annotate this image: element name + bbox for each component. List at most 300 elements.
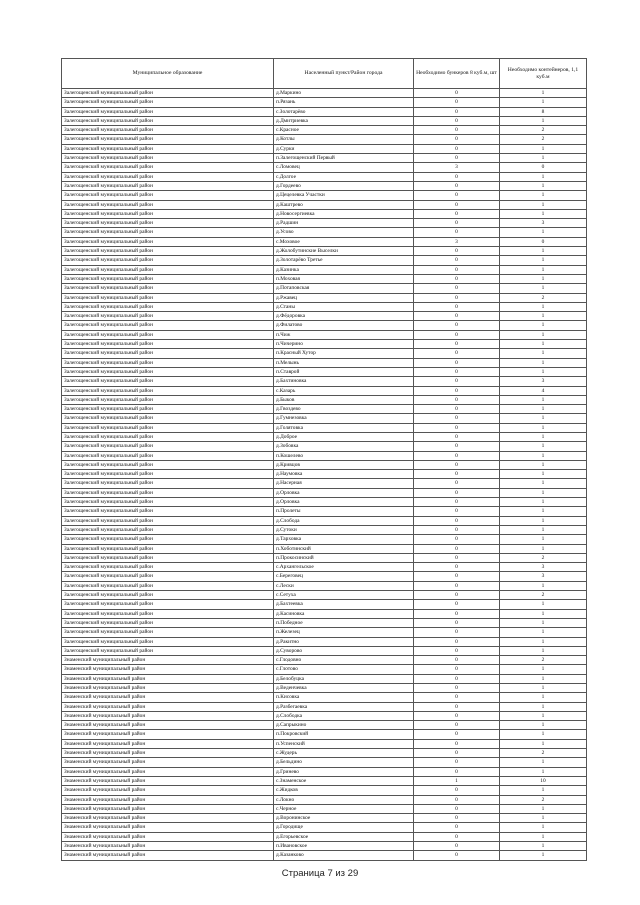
cell-municipality: Залегощенский муниципальный район xyxy=(62,488,274,497)
cell-settlement: д.Егорьевское xyxy=(274,832,414,841)
cell-containers: 1 xyxy=(500,302,587,311)
cell-containers: 1 xyxy=(500,349,587,358)
cell-containers: 8 xyxy=(500,107,587,116)
cell-containers: 1 xyxy=(500,414,587,423)
table-row xyxy=(62,646,587,655)
table-row xyxy=(62,191,587,200)
cell-containers: 1 xyxy=(500,516,587,525)
cell-containers: 1 xyxy=(500,405,587,414)
cell-settlement: д.Гвоздево xyxy=(274,405,414,414)
cell-municipality: Залегощенский муниципальный район xyxy=(62,219,274,228)
cell-municipality: Залегощенский муниципальный район xyxy=(62,163,274,172)
cell-bunkers: 0 xyxy=(414,432,500,441)
table-row xyxy=(62,442,587,451)
cell-settlement: с.Глодовно xyxy=(274,656,414,665)
cell-bunkers: 0 xyxy=(414,191,500,200)
cell-municipality: Залегощенский муниципальный район xyxy=(62,432,274,441)
cell-bunkers: 1 xyxy=(414,776,500,785)
table-row xyxy=(62,321,587,330)
cell-containers: 2 xyxy=(500,795,587,804)
cell-containers: 1 xyxy=(500,832,587,841)
cell-municipality: Залегощенский муниципальный район xyxy=(62,600,274,609)
cell-bunkers: 0 xyxy=(414,395,500,404)
table-row xyxy=(62,851,587,860)
cell-municipality: Залегощенский муниципальный район xyxy=(62,358,274,367)
cell-municipality: Знаменский муниципальный район xyxy=(62,711,274,720)
cell-municipality: Знаменский муниципальный район xyxy=(62,656,274,665)
cell-municipality: Залегощенский муниципальный район xyxy=(62,451,274,460)
cell-municipality: Залегощенский муниципальный район xyxy=(62,498,274,507)
cell-municipality: Залегощенский муниципальный район xyxy=(62,423,274,432)
cell-containers: 0 xyxy=(500,163,587,172)
cell-bunkers: 0 xyxy=(414,795,500,804)
cell-municipality: Залегощенский муниципальный район xyxy=(62,321,274,330)
header-row xyxy=(62,59,587,89)
cell-bunkers: 0 xyxy=(414,609,500,618)
cell-settlement: с.Черное xyxy=(274,804,414,813)
cell-bunkers: 0 xyxy=(414,89,500,98)
cell-settlement: п.Чиж xyxy=(274,330,414,339)
table-row xyxy=(62,200,587,209)
cell-bunkers: 0 xyxy=(414,107,500,116)
cell-municipality: Залегощенский муниципальный район xyxy=(62,591,274,600)
cell-containers: 2 xyxy=(500,656,587,665)
table-row xyxy=(62,302,587,311)
cell-bunkers: 0 xyxy=(414,284,500,293)
cell-bunkers: 0 xyxy=(414,786,500,795)
cell-settlement: д.Ржавец xyxy=(274,293,414,302)
cell-containers: 1 xyxy=(500,89,587,98)
cell-settlement: п.Хоботинский xyxy=(274,544,414,553)
table-row xyxy=(62,684,587,693)
cell-settlement: д.Разбегаевка xyxy=(274,702,414,711)
table-row xyxy=(62,470,587,479)
cell-settlement: п.Ивановское xyxy=(274,842,414,851)
cell-settlement: д.Зобовка xyxy=(274,442,414,451)
cell-bunkers: 0 xyxy=(414,228,500,237)
cell-containers: 1 xyxy=(500,711,587,720)
table-row xyxy=(62,563,587,572)
table-row xyxy=(62,553,587,562)
cell-containers: 1 xyxy=(500,228,587,237)
cell-containers: 1 xyxy=(500,321,587,330)
cell-settlement: с.Глотово xyxy=(274,665,414,674)
cell-containers: 1 xyxy=(500,144,587,153)
cell-municipality: Залегощенский муниципальный район xyxy=(62,386,274,395)
cell-containers: 1 xyxy=(500,432,587,441)
table-row xyxy=(62,665,587,674)
cell-settlement: п.Чичерино xyxy=(274,340,414,349)
cell-settlement: с.Золотарёво xyxy=(274,107,414,116)
cell-containers: 1 xyxy=(500,581,587,590)
cell-bunkers: 0 xyxy=(414,739,500,748)
cell-containers: 1 xyxy=(500,823,587,832)
cell-containers: 2 xyxy=(500,135,587,144)
table-row xyxy=(62,377,587,386)
cell-containers: 3 xyxy=(500,377,587,386)
cell-municipality: Знаменский муниципальный район xyxy=(62,804,274,813)
cell-municipality: Залегощенский муниципальный район xyxy=(62,395,274,404)
cell-bunkers: 0 xyxy=(414,814,500,823)
table-row xyxy=(62,739,587,748)
cell-bunkers: 0 xyxy=(414,674,500,683)
table-row xyxy=(62,842,587,851)
cell-containers: 1 xyxy=(500,284,587,293)
table-row xyxy=(62,256,587,265)
table-row xyxy=(62,181,587,190)
cell-containers: 1 xyxy=(500,730,587,739)
cell-bunkers: 0 xyxy=(414,144,500,153)
cell-bunkers: 0 xyxy=(414,265,500,274)
cell-bunkers: 0 xyxy=(414,572,500,581)
table-row xyxy=(62,367,587,376)
cell-municipality: Залегощенский муниципальный район xyxy=(62,200,274,209)
cell-containers: 1 xyxy=(500,274,587,283)
cell-municipality: Залегощенский муниципальный район xyxy=(62,126,274,135)
cell-containers: 1 xyxy=(500,739,587,748)
table-row xyxy=(62,656,587,665)
table-row xyxy=(62,284,587,293)
table-row xyxy=(62,498,587,507)
cell-municipality: Залегощенский муниципальный район xyxy=(62,563,274,572)
table-row xyxy=(62,163,587,172)
cell-containers: 1 xyxy=(500,637,587,646)
table-row xyxy=(62,405,587,414)
cell-municipality: Залегощенский муниципальный район xyxy=(62,525,274,534)
cell-municipality: Знаменский муниципальный район xyxy=(62,749,274,758)
cell-bunkers: 0 xyxy=(414,293,500,302)
cell-containers: 1 xyxy=(500,488,587,497)
table-row xyxy=(62,126,587,135)
cell-municipality: Залегощенский муниципальный район xyxy=(62,228,274,237)
cell-bunkers: 0 xyxy=(414,767,500,776)
cell-containers: 1 xyxy=(500,200,587,209)
cell-bunkers: 0 xyxy=(414,442,500,451)
cell-containers: 1 xyxy=(500,535,587,544)
cell-municipality: Залегощенский муниципальный район xyxy=(62,191,274,200)
cell-settlement: д.Цецелевка Участки xyxy=(274,191,414,200)
cell-settlement: п.Прокосинский xyxy=(274,553,414,562)
cell-bunkers: 0 xyxy=(414,618,500,627)
table-row xyxy=(62,572,587,581)
cell-municipality: Залегощенский муниципальный район xyxy=(62,460,274,469)
cell-settlement: п.Успенский xyxy=(274,739,414,748)
cell-settlement: д.Слобода xyxy=(274,516,414,525)
cell-containers: 1 xyxy=(500,758,587,767)
cell-containers: 1 xyxy=(500,674,587,683)
cell-municipality: Залегощенский муниципальный район xyxy=(62,330,274,339)
cell-settlement: д.Золотарёво Третье xyxy=(274,256,414,265)
cell-settlement: п.Победное xyxy=(274,618,414,627)
cell-municipality: Залегощенский муниципальный район xyxy=(62,535,274,544)
cell-settlement: д.Насерная xyxy=(274,479,414,488)
cell-settlement: с.Сетуха xyxy=(274,591,414,600)
cell-containers: 1 xyxy=(500,544,587,553)
cell-settlement: д.Сурки xyxy=(274,144,414,153)
cell-settlement: п.Кисовка xyxy=(274,693,414,702)
cell-municipality: Залегощенский муниципальный район xyxy=(62,209,274,218)
cell-settlement: д.Орловка xyxy=(274,488,414,497)
cell-settlement: д.Наумовка xyxy=(274,470,414,479)
cell-settlement: д.Котлы xyxy=(274,135,414,144)
table-row xyxy=(62,330,587,339)
cell-municipality: Залегощенский муниципальный район xyxy=(62,293,274,302)
cell-municipality: Знаменский муниципальный район xyxy=(62,702,274,711)
cell-containers: 1 xyxy=(500,470,587,479)
table-body xyxy=(62,89,587,861)
cell-settlement: д.Быков xyxy=(274,395,414,404)
cell-municipality: Залегощенский муниципальный район xyxy=(62,89,274,98)
cell-settlement: д.Казанково xyxy=(274,851,414,860)
cell-municipality: Залегощенский муниципальный район xyxy=(62,442,274,451)
cell-settlement: п.Железец xyxy=(274,628,414,637)
cell-containers: 3 xyxy=(500,219,587,228)
cell-municipality: Знаменский муниципальный район xyxy=(62,823,274,832)
cell-municipality: Знаменский муниципальный район xyxy=(62,758,274,767)
cell-municipality: Залегощенский муниципальный район xyxy=(62,265,274,274)
table-row xyxy=(62,451,587,460)
cell-bunkers: 0 xyxy=(414,525,500,534)
cell-bunkers: 0 xyxy=(414,302,500,311)
cell-bunkers: 0 xyxy=(414,553,500,562)
cell-containers: 1 xyxy=(500,804,587,813)
cell-municipality: Залегощенский муниципальный район xyxy=(62,284,274,293)
cell-municipality: Залегощенский муниципальный район xyxy=(62,544,274,553)
table-row xyxy=(62,172,587,181)
cell-containers: 1 xyxy=(500,684,587,693)
cell-settlement: д.Каштрево xyxy=(274,200,414,209)
cell-municipality: Залегощенский муниципальный район xyxy=(62,377,274,386)
table-row xyxy=(62,730,587,739)
cell-settlement: д.Тарховка xyxy=(274,535,414,544)
cell-bunkers: 3 xyxy=(414,163,500,172)
cell-bunkers: 0 xyxy=(414,563,500,572)
cell-containers: 1 xyxy=(500,172,587,181)
cell-bunkers: 0 xyxy=(414,591,500,600)
cell-municipality: Знаменский муниципальный район xyxy=(62,786,274,795)
table-row xyxy=(62,628,587,637)
cell-bunkers: 0 xyxy=(414,851,500,860)
cell-municipality: Залегощенский муниципальный район xyxy=(62,144,274,153)
cell-settlement: д.Веденчевка xyxy=(274,684,414,693)
page-number: Страница 7 из 29 xyxy=(281,868,359,879)
table-row xyxy=(62,591,587,600)
cell-bunkers: 0 xyxy=(414,172,500,181)
cell-bunkers: 0 xyxy=(414,730,500,739)
cell-settlement: с.Красное xyxy=(274,126,414,135)
table-row xyxy=(62,219,587,228)
cell-settlement: п.Кошелево xyxy=(274,451,414,460)
cell-municipality: Знаменский муниципальный район xyxy=(62,693,274,702)
table-row xyxy=(62,228,587,237)
cell-bunkers: 0 xyxy=(414,758,500,767)
cell-settlement: д.Воронинское xyxy=(274,814,414,823)
cell-bunkers: 0 xyxy=(414,581,500,590)
cell-containers: 1 xyxy=(500,618,587,627)
table-row xyxy=(62,386,587,395)
cell-bunkers: 0 xyxy=(414,358,500,367)
cell-municipality: Знаменский муниципальный район xyxy=(62,832,274,841)
cell-settlement: д.Белобуцка xyxy=(274,674,414,683)
cell-containers: 1 xyxy=(500,786,587,795)
table-row xyxy=(62,209,587,218)
table-row xyxy=(62,711,587,720)
cell-bunkers: 0 xyxy=(414,842,500,851)
table-row xyxy=(62,786,587,795)
cell-settlement: д.Суворово xyxy=(274,646,414,655)
table-row xyxy=(62,702,587,711)
cell-containers: 1 xyxy=(500,498,587,507)
cell-bunkers: 0 xyxy=(414,377,500,386)
table-row xyxy=(62,600,587,609)
cell-settlement: д.Бельдино xyxy=(274,758,414,767)
table-row xyxy=(62,693,587,702)
cell-municipality: Залегощенский муниципальный район xyxy=(62,256,274,265)
cell-municipality: Залегощенский муниципальный район xyxy=(62,237,274,246)
cell-bunkers: 0 xyxy=(414,684,500,693)
table-row xyxy=(62,293,587,302)
cell-containers: 1 xyxy=(500,507,587,516)
cell-settlement: д.Гринево xyxy=(274,767,414,776)
cell-containers: 1 xyxy=(500,154,587,163)
cell-settlement: с.Моховое xyxy=(274,237,414,246)
table-row xyxy=(62,340,587,349)
table-row xyxy=(62,479,587,488)
cell-bunkers: 0 xyxy=(414,665,500,674)
table-row xyxy=(62,460,587,469)
cell-containers: 1 xyxy=(500,814,587,823)
cell-containers: 1 xyxy=(500,395,587,404)
cell-bunkers: 0 xyxy=(414,116,500,125)
cell-containers: 1 xyxy=(500,442,587,451)
cell-municipality: Залегощенский муниципальный район xyxy=(62,340,274,349)
table-row xyxy=(62,544,587,553)
cell-municipality: Залегощенский муниципальный район xyxy=(62,405,274,414)
cell-containers: 1 xyxy=(500,191,587,200)
cell-containers: 3 xyxy=(500,572,587,581)
cell-bunkers: 0 xyxy=(414,637,500,646)
cell-municipality: Залегощенский муниципальный район xyxy=(62,154,274,163)
cell-settlement: п.Красный Хутор xyxy=(274,349,414,358)
table-row xyxy=(62,414,587,423)
cell-settlement: п.Рязань xyxy=(274,98,414,107)
cell-settlement: д.Фёдоровка xyxy=(274,312,414,321)
cell-bunkers: 0 xyxy=(414,693,500,702)
cell-municipality: Знаменский муниципальный район xyxy=(62,795,274,804)
cell-containers: 1 xyxy=(500,767,587,776)
cell-bunkers: 0 xyxy=(414,656,500,665)
cell-containers: 1 xyxy=(500,460,587,469)
cell-municipality: Залегощенский муниципальный район xyxy=(62,553,274,562)
table-row xyxy=(62,637,587,646)
cell-bunkers: 0 xyxy=(414,832,500,841)
cell-municipality: Залегощенский муниципальный район xyxy=(62,172,274,181)
cell-municipality: Залегощенский муниципальный район xyxy=(62,516,274,525)
cell-containers: 1 xyxy=(500,646,587,655)
cell-municipality: Залегощенский муниципальный район xyxy=(62,637,274,646)
cell-containers: 1 xyxy=(500,312,587,321)
cell-settlement: д.Станы xyxy=(274,302,414,311)
cell-municipality: Залегощенский муниципальный район xyxy=(62,349,274,358)
header-settlement: Населенный пункт/Район города xyxy=(274,59,414,89)
cell-municipality: Залегощенский муниципальный район xyxy=(62,507,274,516)
cell-municipality: Знаменский муниципальный район xyxy=(62,730,274,739)
cell-bunkers: 0 xyxy=(414,721,500,730)
cell-municipality: Залегощенский муниципальный район xyxy=(62,274,274,283)
cell-containers: 1 xyxy=(500,693,587,702)
data-table xyxy=(61,58,587,861)
table-row xyxy=(62,274,587,283)
cell-containers: 1 xyxy=(500,609,587,618)
cell-containers: 1 xyxy=(500,265,587,274)
table-row xyxy=(62,98,587,107)
cell-bunkers: 0 xyxy=(414,451,500,460)
cell-settlement: д.Гордеево xyxy=(274,181,414,190)
cell-containers: 1 xyxy=(500,181,587,190)
cell-settlement: д.Дмитриевка xyxy=(274,116,414,125)
cell-containers: 1 xyxy=(500,247,587,256)
cell-settlement: д.Маркино xyxy=(274,89,414,98)
cell-containers: 1 xyxy=(500,116,587,125)
cell-bunkers: 0 xyxy=(414,321,500,330)
cell-settlement: д.Новосергиевка xyxy=(274,209,414,218)
cell-settlement: д.Гумнезовка xyxy=(274,414,414,423)
cell-settlement: д.Бахтеевка xyxy=(274,600,414,609)
cell-settlement: с.Лески xyxy=(274,581,414,590)
table-row xyxy=(62,358,587,367)
cell-bunkers: 0 xyxy=(414,247,500,256)
cell-settlement: с.Знаменское xyxy=(274,776,414,785)
cell-containers: 1 xyxy=(500,851,587,860)
cell-bunkers: 0 xyxy=(414,516,500,525)
cell-municipality: Знаменский муниципальный район xyxy=(62,674,274,683)
cell-settlement: с.Архангельское xyxy=(274,563,414,572)
cell-bunkers: 0 xyxy=(414,126,500,135)
cell-bunkers: 0 xyxy=(414,367,500,376)
table-row xyxy=(62,525,587,534)
cell-bunkers: 0 xyxy=(414,349,500,358)
cell-municipality: Залегощенский муниципальный район xyxy=(62,302,274,311)
cell-bunkers: 0 xyxy=(414,702,500,711)
cell-settlement: п.Мелынь xyxy=(274,358,414,367)
cell-settlement: д.Бахтиновка xyxy=(274,377,414,386)
cell-settlement: с.Казарь xyxy=(274,386,414,395)
cell-containers: 1 xyxy=(500,479,587,488)
header-municipality: Муниципальное образование xyxy=(62,59,274,89)
cell-containers: 1 xyxy=(500,665,587,674)
cell-containers: 2 xyxy=(500,293,587,302)
cell-containers: 4 xyxy=(500,386,587,395)
cell-containers: 1 xyxy=(500,423,587,432)
table-row xyxy=(62,758,587,767)
cell-bunkers: 3 xyxy=(414,237,500,246)
cell-bunkers: 0 xyxy=(414,98,500,107)
cell-containers: 2 xyxy=(500,126,587,135)
cell-containers: 2 xyxy=(500,591,587,600)
cell-bunkers: 0 xyxy=(414,646,500,655)
cell-municipality: Залегощенский муниципальный район xyxy=(62,646,274,655)
cell-containers: 3 xyxy=(500,563,587,572)
table-row xyxy=(62,618,587,627)
cell-settlement: д.Городище xyxy=(274,823,414,832)
cell-bunkers: 0 xyxy=(414,209,500,218)
cell-municipality: Залегощенский муниципальный район xyxy=(62,572,274,581)
cell-municipality: Залегощенский муниципальный район xyxy=(62,609,274,618)
table-row xyxy=(62,749,587,758)
table-row xyxy=(62,767,587,776)
table-row xyxy=(62,135,587,144)
cell-settlement: д.Радшин xyxy=(274,219,414,228)
